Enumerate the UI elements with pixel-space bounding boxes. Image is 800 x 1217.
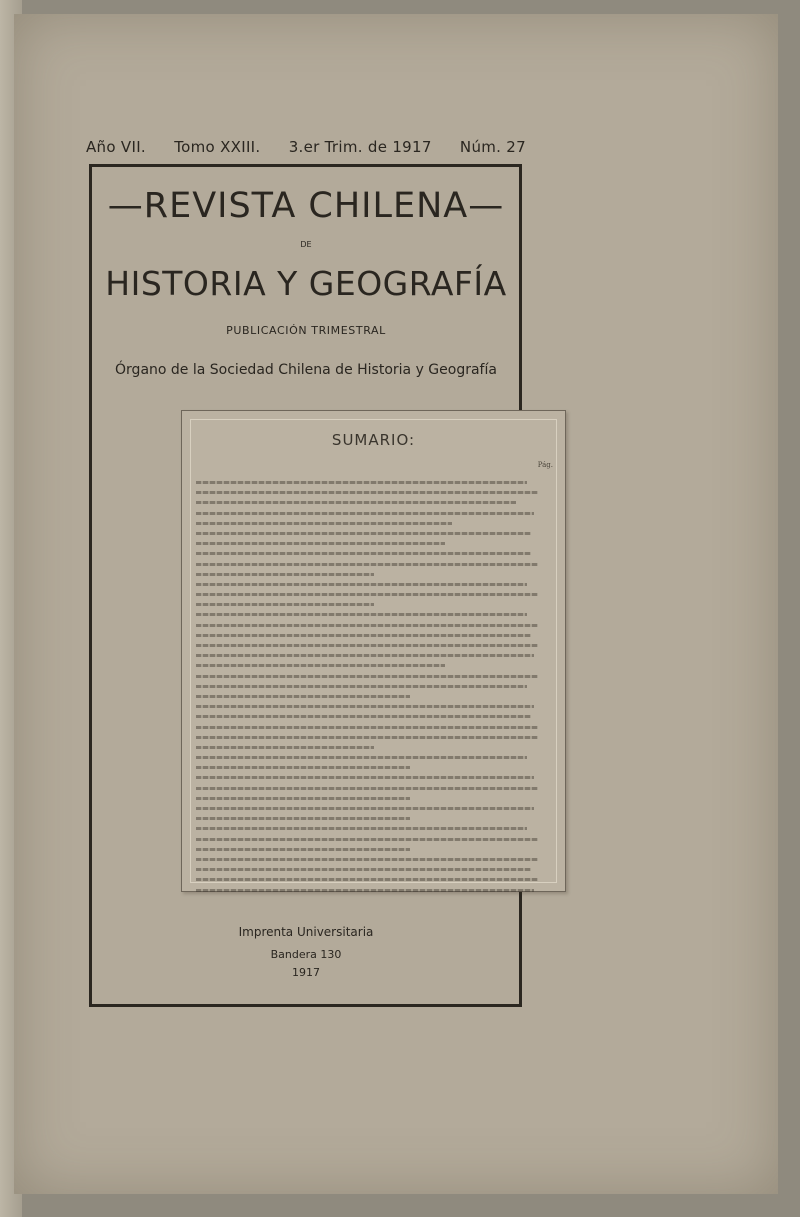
toc-line-ink xyxy=(196,756,527,759)
toc-line-ink xyxy=(196,675,538,678)
toc-line-ink xyxy=(196,705,534,708)
toc-line xyxy=(196,752,552,762)
toc-line xyxy=(196,548,552,558)
toc-line xyxy=(196,834,552,844)
toc-line-ink xyxy=(196,654,534,657)
toc-line xyxy=(196,691,552,701)
toc-line xyxy=(196,671,552,681)
toc-line xyxy=(196,885,552,895)
imprint-printer: Imprenta Universitaria xyxy=(238,925,374,939)
toc-line-ink xyxy=(196,685,527,688)
toc-line-ink xyxy=(196,563,538,566)
toc-line-ink xyxy=(196,573,374,576)
toc-line xyxy=(196,640,552,650)
toc-line-ink xyxy=(196,664,445,667)
toc-line xyxy=(196,528,552,538)
toc-line xyxy=(196,722,552,732)
imprint-address: Bandera 130 xyxy=(270,948,342,961)
toc-line xyxy=(196,742,552,752)
toc-line-ink xyxy=(196,593,538,596)
toc-line-ink xyxy=(196,481,527,484)
toc-line-ink xyxy=(196,838,538,841)
toc-line-ink xyxy=(196,522,452,525)
toc-line-ink xyxy=(196,848,410,851)
toc-line xyxy=(196,701,552,711)
toc-line-ink xyxy=(196,695,410,698)
toc-line-ink xyxy=(196,776,534,779)
toc-line-ink xyxy=(196,634,531,637)
toc-line xyxy=(196,487,552,497)
toc-line-ink xyxy=(196,613,527,616)
toc-line-ink xyxy=(196,542,445,545)
toc-line xyxy=(196,599,552,609)
toc-line xyxy=(196,518,552,528)
journal-organ: Órgano de la Sociedad Chilena de Historia y Geografía xyxy=(115,362,497,378)
journal-title-main: HISTORIA Y GEOGRAFÍA xyxy=(105,264,507,303)
toc-line xyxy=(196,803,552,813)
toc-line-ink xyxy=(196,858,538,861)
toc-line xyxy=(196,579,552,589)
toc-line-ink xyxy=(196,807,534,810)
toc-line xyxy=(196,854,552,864)
toc-line-ink xyxy=(196,491,538,494)
toc-line xyxy=(196,772,552,782)
toc-line xyxy=(196,650,552,660)
toc-line-ink xyxy=(196,827,527,830)
toc-line xyxy=(196,711,552,721)
toc-line xyxy=(196,783,552,793)
toc-line-ink xyxy=(196,603,374,606)
journal-title-de: DE xyxy=(300,240,312,249)
toc-line xyxy=(196,620,552,630)
toc-line xyxy=(196,793,552,803)
issue-tomo: Tomo XXIII. xyxy=(174,138,261,156)
toc-line-ink xyxy=(196,501,516,504)
toc-line-ink xyxy=(196,746,374,749)
toc-line-ink xyxy=(196,787,538,790)
toc-line-ink xyxy=(196,583,527,586)
summary-heading: SUMARIO: xyxy=(331,431,416,449)
toc-line xyxy=(196,508,552,518)
toc-line xyxy=(196,823,552,833)
toc-line xyxy=(196,681,552,691)
summary-card xyxy=(181,410,566,892)
toc-line-ink xyxy=(196,512,534,515)
toc-line-ink xyxy=(196,644,538,647)
toc-line-ink xyxy=(196,797,410,800)
toc-line xyxy=(196,864,552,874)
toc-line-ink xyxy=(196,817,410,820)
toc-line-ink xyxy=(196,868,531,871)
toc-line-ink xyxy=(196,889,534,892)
summary-toc xyxy=(196,477,552,895)
imprint-year: 1917 xyxy=(292,966,320,979)
issue-header xyxy=(86,136,526,158)
toc-line-ink xyxy=(196,878,538,881)
toc-line-ink xyxy=(196,726,538,729)
issue-number: Núm. 27 xyxy=(459,138,526,156)
toc-line-ink xyxy=(196,532,531,535)
toc-line xyxy=(196,559,552,569)
summary-page-label: Pág. xyxy=(537,461,553,469)
journal-title-top: —REVISTA CHILENA— xyxy=(107,186,505,226)
issue-trimester: 3.er Trim. de 1917 xyxy=(288,138,432,156)
toc-line-ink xyxy=(196,624,538,627)
toc-line xyxy=(196,630,552,640)
toc-line xyxy=(196,844,552,854)
toc-line xyxy=(196,813,552,823)
toc-line xyxy=(196,732,552,742)
toc-line xyxy=(196,569,552,579)
toc-line xyxy=(196,477,552,487)
toc-line-ink xyxy=(196,552,531,555)
toc-line xyxy=(196,874,552,884)
toc-line xyxy=(196,660,552,670)
toc-line xyxy=(196,589,552,599)
toc-line xyxy=(196,609,552,619)
toc-line xyxy=(196,538,552,548)
toc-line xyxy=(196,762,552,772)
issue-year: Año VII. xyxy=(86,138,146,156)
journal-subtitle: PUBLICACIÓN TRIMESTRAL xyxy=(226,324,386,337)
toc-line-ink xyxy=(196,766,410,769)
toc-line xyxy=(196,497,552,507)
toc-line-ink xyxy=(196,715,531,718)
toc-line-ink xyxy=(196,736,538,739)
